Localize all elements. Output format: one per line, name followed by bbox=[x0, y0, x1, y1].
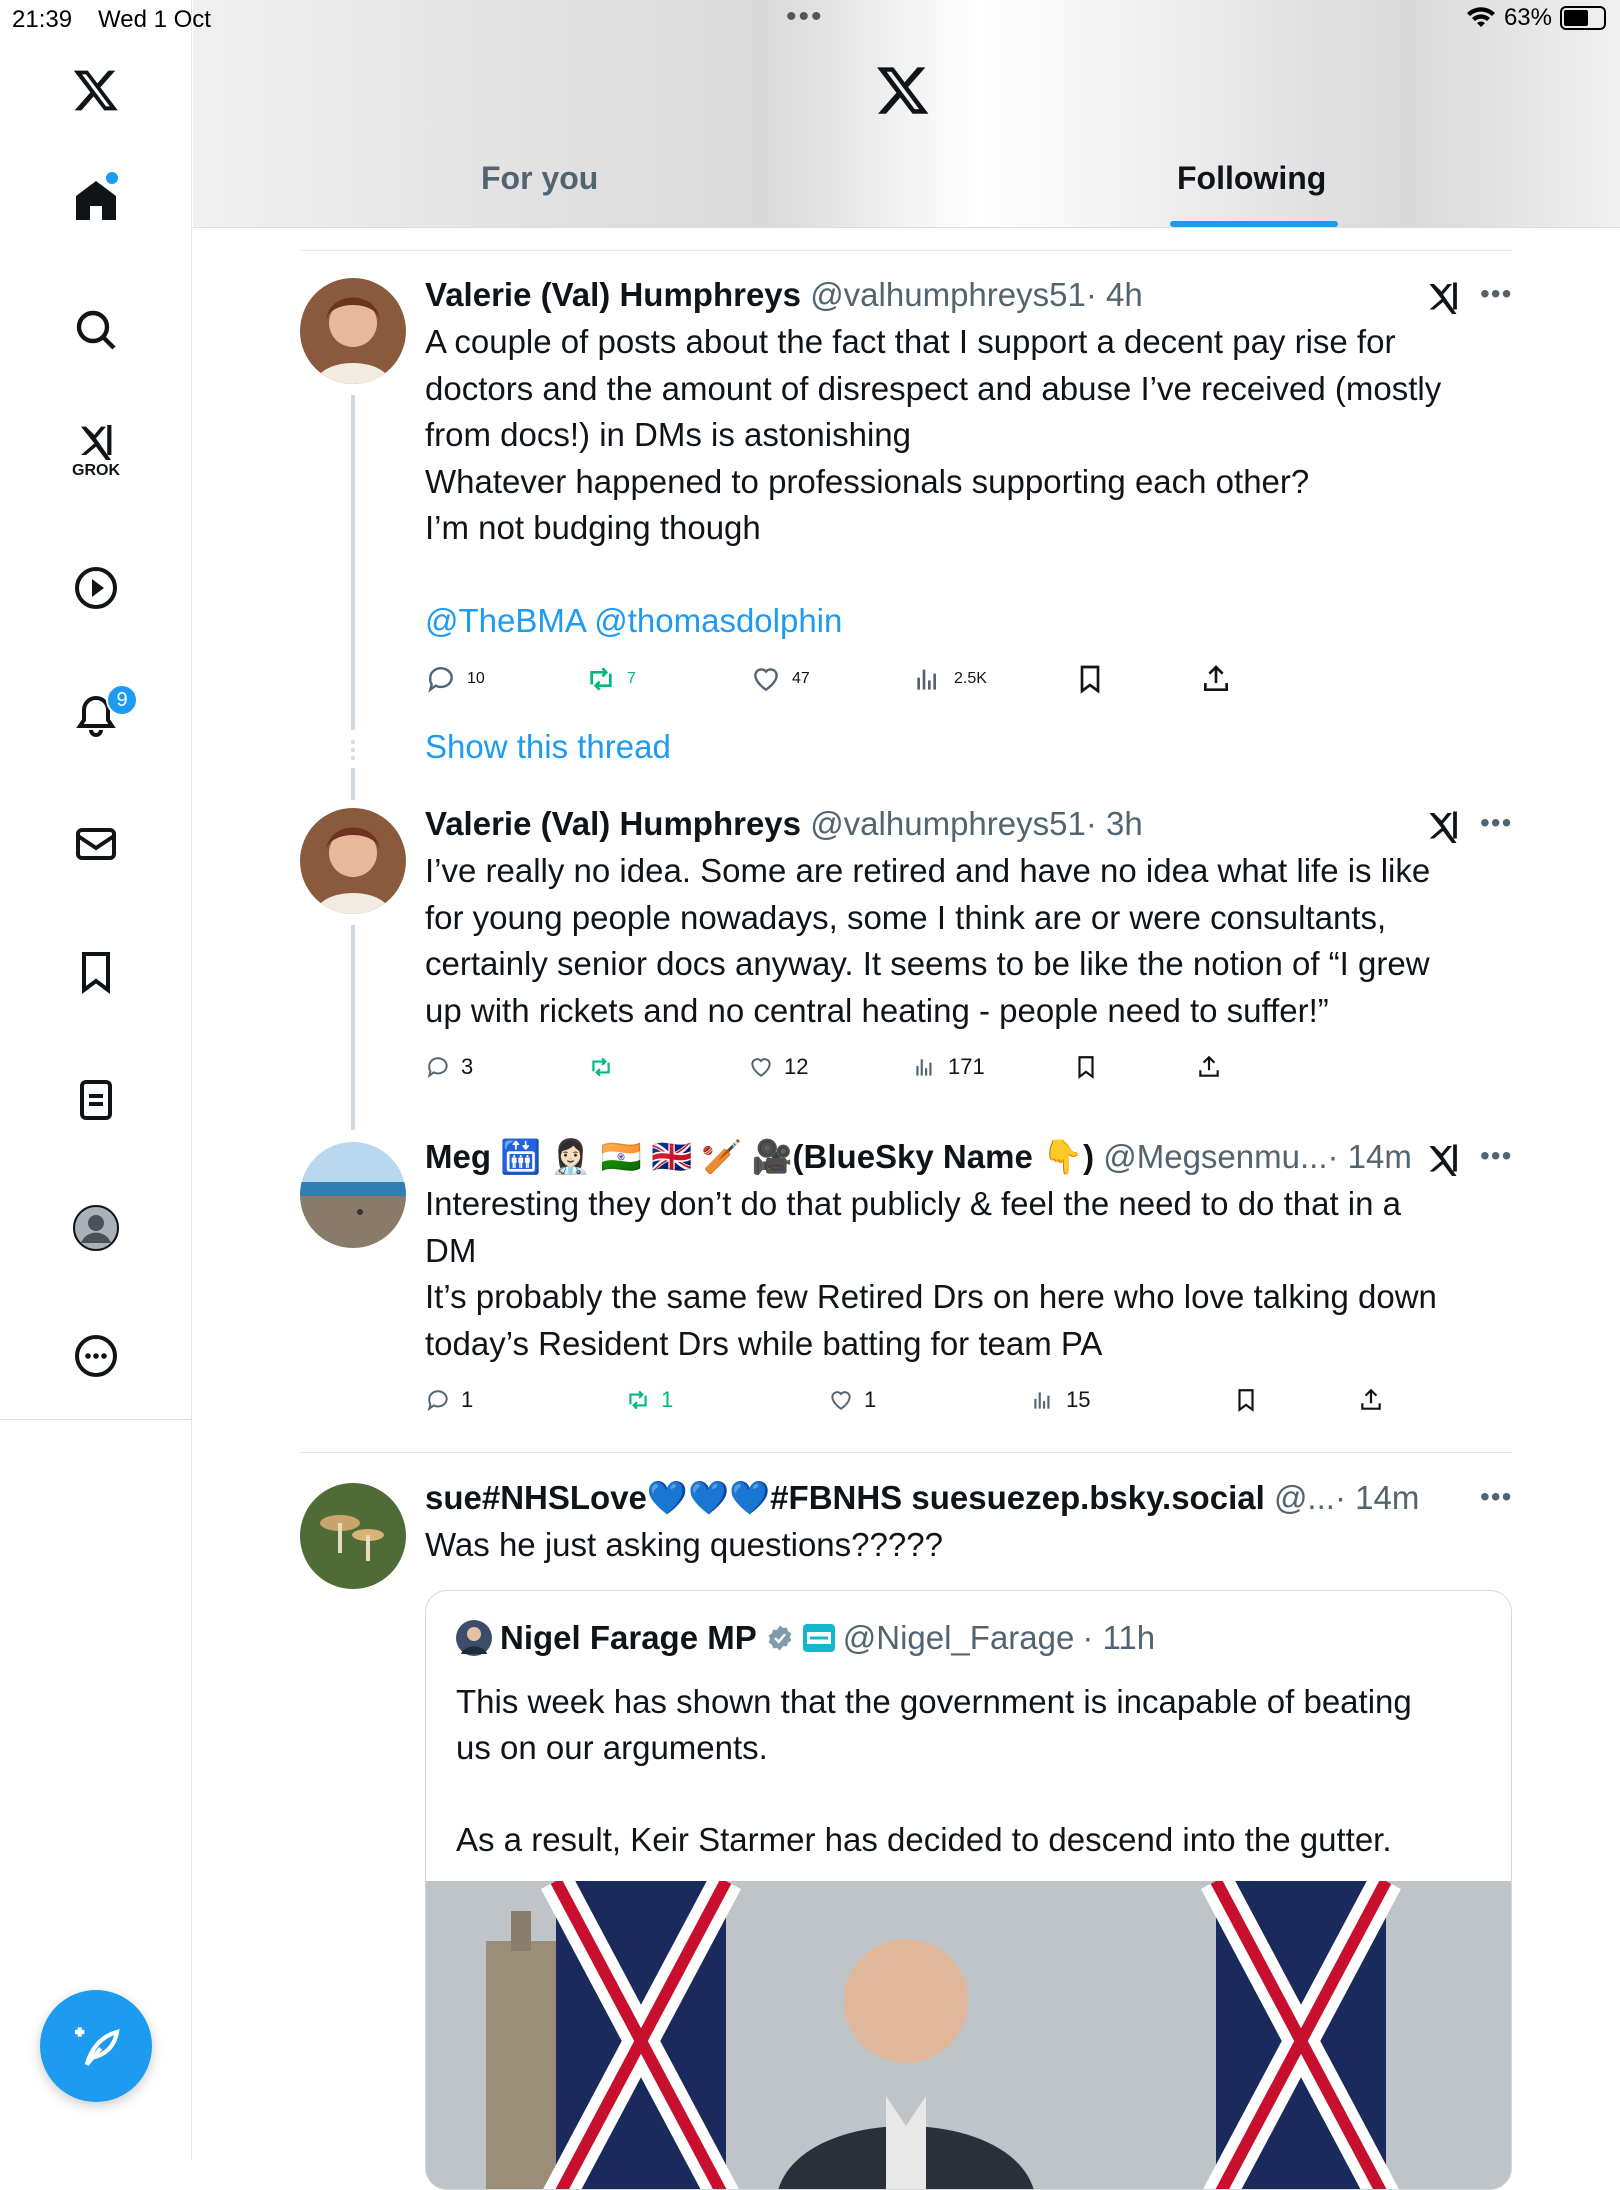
x-header-logo-icon bbox=[875, 62, 931, 123]
views-button[interactable] bbox=[912, 1054, 985, 1080]
bookmark-button[interactable] bbox=[1233, 1387, 1259, 1413]
author-handle[interactable]: @Megsenmu... bbox=[1103, 1138, 1328, 1175]
post-mentions[interactable]: @TheBMA @thomasdolphin bbox=[425, 601, 843, 639]
tab-following[interactable]: Following bbox=[1177, 160, 1327, 196]
quote-text-line bbox=[456, 1771, 1496, 1817]
views-count: 171 bbox=[948, 1054, 985, 1079]
like-button[interactable] bbox=[750, 663, 810, 695]
repost-button[interactable] bbox=[585, 663, 636, 695]
reply-count: 1 bbox=[461, 1387, 474, 1412]
post-text-line: A couple of posts about the fact that I support a decent pay rise for bbox=[425, 323, 1396, 360]
battery-icon bbox=[1560, 6, 1606, 30]
profile-avatar-icon[interactable] bbox=[56, 1188, 136, 1268]
status-time: 21:39 bbox=[12, 6, 73, 33]
author-name[interactable]: Valerie (Val) Humphreys bbox=[425, 276, 802, 313]
post-text-line: Was he just asking questions????? bbox=[425, 1526, 943, 1563]
grok-label: GROK bbox=[72, 462, 120, 479]
author-handle[interactable]: @valhumphreys51 bbox=[810, 276, 1086, 313]
compose-feather-icon bbox=[68, 2018, 124, 2074]
heart-icon bbox=[828, 1387, 854, 1413]
bookmark-button[interactable] bbox=[1073, 1054, 1099, 1080]
thread-line bbox=[351, 395, 355, 730]
share-button[interactable] bbox=[1200, 663, 1232, 695]
avatar[interactable] bbox=[300, 278, 406, 384]
post[interactable] bbox=[425, 275, 1525, 644]
views-icon bbox=[912, 663, 944, 695]
bookmark-icon bbox=[1074, 663, 1106, 695]
quoted-post[interactable] bbox=[425, 1590, 1512, 2190]
home-unread-dot bbox=[106, 172, 118, 184]
post[interactable] bbox=[425, 1137, 1525, 1367]
compose-post-button[interactable] bbox=[40, 1990, 152, 2102]
tab-for-you[interactable]: For you bbox=[481, 160, 599, 196]
grok-explain-icon[interactable] bbox=[1425, 1140, 1461, 1181]
quote-text-line: This week has shown that the government is incapable of beating bbox=[456, 1683, 1412, 1720]
search-icon[interactable] bbox=[56, 290, 136, 370]
post-text-line: Interesting they don’t do that publicly & feel the need to do that in a bbox=[425, 1185, 1401, 1222]
grok-icon[interactable] bbox=[56, 410, 136, 490]
reply-button[interactable] bbox=[425, 663, 485, 695]
post-time[interactable]: · 14m bbox=[1327, 1138, 1412, 1175]
post-text-line: doctors and the amount of disrespect and abuse I’ve received (mostly bbox=[425, 369, 1442, 407]
post-text-line: today’s Resident Drs while batting for team PA bbox=[425, 1324, 1103, 1362]
bookmark-icon bbox=[1233, 1387, 1259, 1413]
post-time[interactable]: · 3h bbox=[1085, 805, 1143, 842]
articles-icon[interactable] bbox=[56, 1060, 136, 1140]
quote-text-line: us on our arguments. bbox=[456, 1729, 768, 1766]
post[interactable] bbox=[425, 804, 1525, 1034]
reply-icon bbox=[425, 1387, 451, 1413]
post-text-line: It’s probably the same few Retired Drs on here who love talking down bbox=[425, 1278, 1437, 1315]
show-thread-link[interactable]: Show this thread bbox=[425, 728, 671, 765]
share-icon bbox=[1196, 1054, 1222, 1080]
share-icon bbox=[1200, 663, 1232, 695]
quote-media-image[interactable] bbox=[426, 1881, 1512, 2190]
grok-explain-icon[interactable] bbox=[1425, 807, 1461, 848]
views-count: 2.5K bbox=[954, 670, 987, 687]
reply-icon bbox=[425, 1054, 451, 1080]
post-text-line: from docs!) in DMs is astonishing bbox=[425, 416, 911, 453]
bookmark-icon bbox=[1073, 1054, 1099, 1080]
tab-active-indicator bbox=[1170, 221, 1338, 227]
reform-party-badge-icon bbox=[803, 1624, 835, 1652]
post-text-line: I’m not budging though bbox=[425, 509, 761, 546]
divider bbox=[300, 1452, 1512, 1453]
messages-icon[interactable] bbox=[56, 804, 136, 884]
video-icon[interactable] bbox=[56, 548, 136, 628]
repost-icon bbox=[625, 1387, 651, 1413]
notifications-badge: 9 bbox=[106, 684, 138, 716]
wifi-icon bbox=[1466, 6, 1496, 30]
like-button[interactable] bbox=[748, 1054, 808, 1080]
repost-count: 7 bbox=[627, 670, 636, 687]
post[interactable] bbox=[425, 1478, 1525, 1569]
share-button[interactable] bbox=[1196, 1054, 1222, 1080]
battery-percent: 63% bbox=[1503, 4, 1552, 31]
like-count: 1 bbox=[864, 1387, 877, 1412]
quote-text-line: As a result, Keir Starmer has decided to descend into the gutter. bbox=[456, 1821, 1392, 1858]
like-button[interactable] bbox=[828, 1387, 876, 1413]
post-text-line: certainly senior docs anyway. It seems to be like the notion of “I grew bbox=[425, 945, 1430, 982]
reply-button[interactable] bbox=[425, 1387, 473, 1413]
repost-icon bbox=[588, 1054, 614, 1080]
grok-explain-icon[interactable] bbox=[1425, 278, 1461, 319]
quote-author-name[interactable]: Nigel Farage MP bbox=[500, 1619, 757, 1656]
author-name[interactable]: sue#NHSLove💙💙💙#FBNHS suesuezep.bsky.social bbox=[425, 1479, 1265, 1516]
like-count: 12 bbox=[784, 1054, 809, 1079]
heart-icon bbox=[748, 1054, 774, 1080]
divider bbox=[300, 250, 1512, 251]
quote-avatar bbox=[456, 1620, 492, 1656]
share-icon bbox=[1358, 1387, 1384, 1413]
repost-icon bbox=[585, 663, 617, 695]
author-handle[interactable]: @valhumphreys51 bbox=[810, 805, 1086, 842]
views-button[interactable] bbox=[1030, 1387, 1090, 1413]
post-text-line: for young people nowadays, some I think are or were consultants, bbox=[425, 898, 1387, 936]
reply-button[interactable] bbox=[425, 1054, 473, 1080]
avatar[interactable] bbox=[300, 808, 406, 914]
quote-time[interactable]: · 11h bbox=[1082, 1619, 1156, 1656]
heart-icon bbox=[750, 663, 782, 695]
post-text-line: DM bbox=[425, 1231, 477, 1269]
bookmark-button[interactable] bbox=[1074, 663, 1106, 695]
views-button[interactable] bbox=[912, 663, 987, 695]
bookmarks-icon[interactable] bbox=[56, 932, 136, 1012]
views-icon bbox=[912, 1054, 938, 1080]
like-count: 47 bbox=[792, 670, 810, 687]
author-name[interactable]: Valerie (Val) Humphreys bbox=[425, 805, 802, 842]
home-icon[interactable] bbox=[56, 160, 136, 240]
thread-gap bbox=[351, 740, 355, 760]
post-more-icon[interactable]: ••• bbox=[1480, 278, 1513, 309]
post-more-icon[interactable]: ••• bbox=[1480, 807, 1513, 838]
views-count: 15 bbox=[1066, 1387, 1091, 1412]
repost-button[interactable] bbox=[588, 1054, 624, 1080]
more-options-icon[interactable] bbox=[56, 1316, 136, 1396]
post-text-line: I’ve really no idea. Some are retired and have no idea what life is like bbox=[425, 852, 1431, 889]
verified-badge-icon bbox=[765, 1623, 795, 1653]
post-more-icon[interactable]: ••• bbox=[1480, 1481, 1513, 1512]
avatar[interactable] bbox=[300, 1142, 406, 1248]
thread-line bbox=[351, 768, 355, 800]
post-text-line: up with rickets and no central heating - people need to suffer!” bbox=[425, 991, 1329, 1029]
post-more-icon[interactable]: ••• bbox=[1480, 1140, 1513, 1171]
author-handle[interactable]: @... bbox=[1273, 1479, 1335, 1516]
multitask-dots[interactable]: ••• bbox=[786, 0, 824, 33]
reply-count: 3 bbox=[461, 1054, 474, 1079]
status-bar bbox=[0, 0, 1620, 38]
sidebar bbox=[0, 0, 192, 2160]
avatar[interactable] bbox=[300, 1483, 406, 1589]
repost-button[interactable] bbox=[625, 1387, 673, 1413]
repost-count: 1 bbox=[661, 1387, 674, 1412]
quote-author-handle[interactable]: @Nigel_Farage bbox=[842, 1619, 1075, 1656]
status-date: Wed 1 Oct bbox=[98, 6, 211, 33]
thread-line bbox=[351, 925, 355, 1130]
x-logo-icon[interactable] bbox=[56, 50, 136, 130]
post-text-line: Whatever happened to professionals supporting each other? bbox=[425, 462, 1310, 500]
views-icon bbox=[1030, 1387, 1056, 1413]
reply-icon bbox=[425, 663, 457, 695]
post-time[interactable]: · 14m bbox=[1334, 1479, 1420, 1516]
author-name[interactable]: Meg 🛗 👩🏻‍⚕️ 🇮🇳 🇬🇧 🏏 🎥(BlueSky Name 👇) bbox=[425, 1138, 1095, 1175]
post-time[interactable]: · 4h bbox=[1085, 276, 1143, 313]
share-button[interactable] bbox=[1358, 1387, 1384, 1413]
reply-count: 10 bbox=[467, 670, 485, 687]
